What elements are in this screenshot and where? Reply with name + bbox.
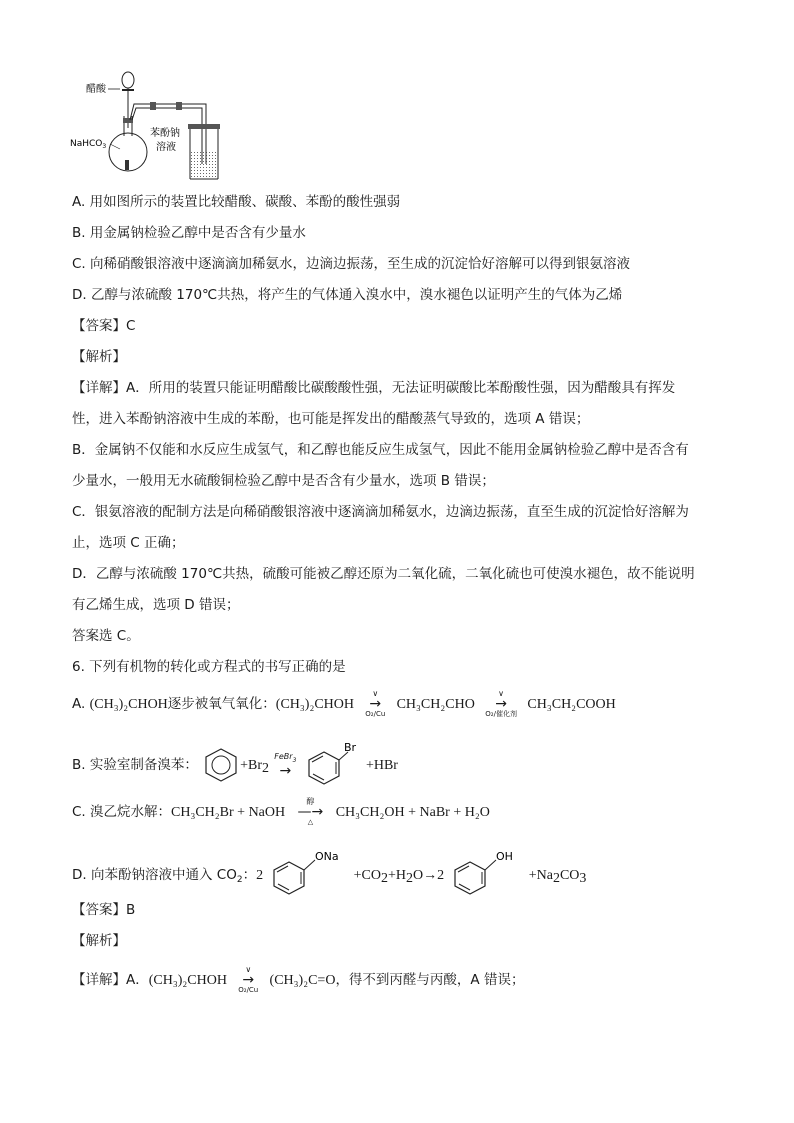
bromobenzene-icon (302, 742, 362, 788)
sodium-phenolate-icon (267, 850, 349, 900)
svg-text:Br: Br (343, 742, 356, 754)
arrow-alcohol-heat: 醇 —→ △ (297, 797, 324, 826)
q6-detail-a: 【详解】A．(CH₃)₂CHOH ∨ → O₂/Cu (CH₃)₂C=O，得不到丙醛与丙酸，A 错误； (72, 965, 525, 994)
nahco3-label: NaHCO$_3$ (70, 139, 107, 150)
q6-stem: 6. 下列有机物的转化或方程式的书写正确的是 (72, 659, 346, 675)
q6-option-d: D. 向苯酚钠溶液中通入 $CO_2$：2 ONa $+CO_2+H_2O\to 2$ OH $+Na_2CO_3$ (72, 850, 586, 900)
q6-option-a: A. (CH₃)₂CHOH逐步被氧气氧化：(CH₃)₂CHOH ∨ → O₂/Cu CH₃CH₂CHO ∨ → O₂/催化剂 CH₃CH₂COOH (72, 689, 616, 718)
benzene-ring-icon (202, 746, 240, 784)
q5-detail-5: C．银氨溶液的配制方法是向稀硝酸银溶液中逐滴滴加稀氨水，边滴边振荡，直至生成的沉淀恰好溶解为 (72, 504, 689, 520)
arrow-o2-catalyst: ∨ → O₂/催化剂 (485, 689, 517, 718)
svg-text:OH: OH (496, 850, 514, 863)
q6-answer: 【答案】B (72, 902, 136, 918)
q5-detail-4: 少量水，一般用无水硫酸铜检验乙醇中是否含有少量水，选项 B 错误； (72, 473, 495, 489)
q5-detail-1: 【详解】A．所用的装置只能证明醋酸比碳酸酸性强，无法证明碳酸比苯酚酸性强，因为醋酸具有挥发 (72, 380, 676, 396)
q5-answer: 【答案】C (72, 318, 136, 334)
q5-option-c: C. 向稀硝酸银溶液中逐滴滴加稀氨水，边滴边振荡，至生成的沉淀恰好溶解可以得到银氨溶液 (72, 256, 631, 272)
acid-label: 醋酸 (86, 84, 106, 95)
q5-analysis: 【解析】 (72, 349, 126, 365)
q6-analysis: 【解析】 (72, 933, 126, 949)
phenolate-label-1: 苯酚钠 (150, 128, 180, 139)
q5-detail-6: 止，选项 C 正确； (72, 535, 185, 551)
q6-option-c: C. 溴乙烷水解：CH₃CH₂Br + NaOH 醇 —→ △ CH₃CH₂OH + NaBr + H₂O (72, 797, 490, 826)
arrow-febr3: FeBr$_3$ → (274, 752, 297, 779)
q5-conclusion: 答案选 C。 (72, 628, 140, 644)
q6-option-b: B. 实验室制备溴苯： $+Br_2$ FeBr$_3$ → Br +HBr (72, 742, 398, 788)
q5-detail-3: B．金属钠不仅能和水反应生成氢气，和乙醇也能反应生成氢气，因此不能用金属钠检验乙醇中是否含有 (72, 442, 689, 458)
phenol-icon (448, 850, 524, 900)
arrow-o2-cu-detail: ∨ → O₂/Cu (238, 965, 259, 994)
arrow-o2-cu: ∨ → O₂/Cu (365, 689, 386, 718)
q5-option-b: B. 用金属钠检验乙醇中是否含有少量水 (72, 225, 306, 241)
q5-detail-8: 有乙烯生成，选项 D 错误； (72, 597, 240, 613)
apparatus-figure (70, 64, 230, 184)
svg-text:ONa: ONa (315, 850, 339, 863)
q5-option-d: D. 乙醇与浓硫酸 170℃共热，将产生的气体通入溴水中，溴水褪色以证明产生的气体为乙烯 (72, 287, 623, 303)
q5-detail-7: D．乙醇与浓硫酸 170℃共热，硫酸可能被乙醇还原为二氧化硫，二氧化硫也可使溴水褪色，故不能说明 (72, 566, 695, 582)
q5-option-a: A. 用如图所示的装置比较醋酸、碳酸、苯酚的酸性强弱 (72, 194, 401, 210)
phenolate-label-2: 溶液 (156, 142, 176, 153)
q5-detail-2: 性，进入苯酚钠溶液中生成的苯酚，也可能是挥发出的醋酸蒸气导致的，选项 A 错误； (72, 411, 590, 427)
